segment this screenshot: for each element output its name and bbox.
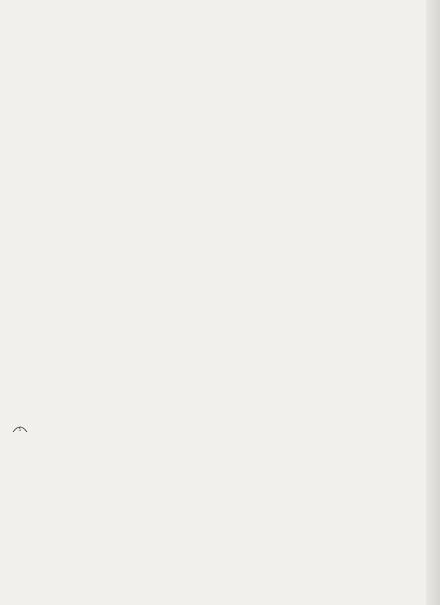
svg-text:5: 5 xyxy=(18,427,22,432)
model-32-34-section xyxy=(115,428,305,433)
arch-symbol-icon xyxy=(12,425,28,433)
page-footer xyxy=(410,590,422,596)
legend xyxy=(12,419,104,443)
crochet-grid-diagram xyxy=(8,32,310,414)
model-35-section xyxy=(312,16,426,21)
legend-arch-row xyxy=(12,425,104,433)
crochet-grid xyxy=(8,32,310,414)
page-edge-shadow xyxy=(426,0,440,605)
